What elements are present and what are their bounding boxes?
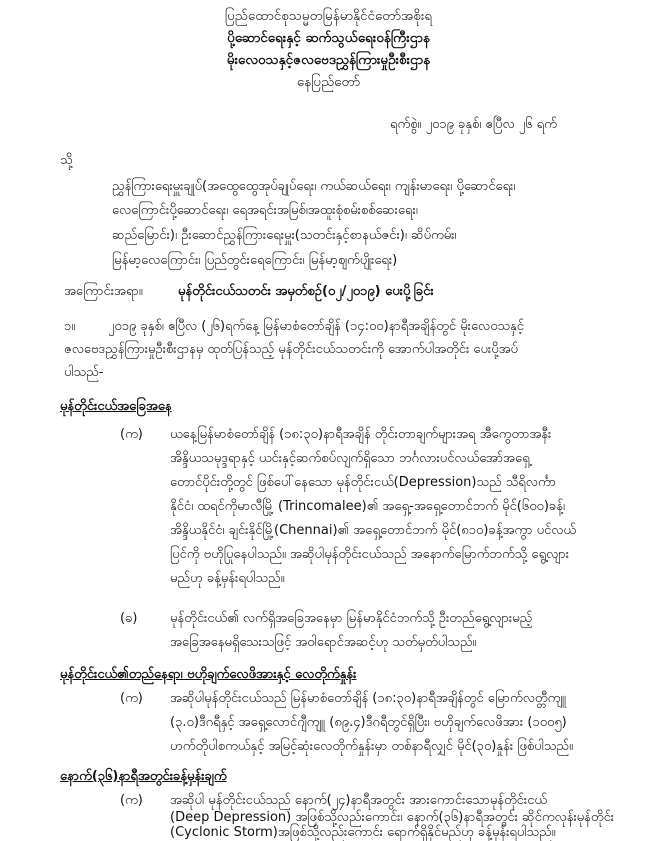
item-line: မုန်တိုင်းငယ်၏ လက်ရှိအခြေအနေမှာ မြန်မာနိုင်ငံဘက်သို့ ဦးတည်ရွေ့လျားမည့်	[170, 611, 533, 626]
item-line: တောင်ပိုင်းတို့တွင် ဖြစ်ပေါ်နေသော မုန်တိုင်းငယ်(Depression)သည် သီရိလင်္ကာ	[170, 475, 557, 490]
recipient-line: ညွှန်ကြားရေးမှူးချုပ်(အထွေထွေအုပ်ချုပ်ရေး၊ ကယ်ဆယ်ရေး၊ ကျန်းမာရေး၊ ပို့ဆောင်ရေး၊	[112, 179, 516, 194]
recipient-line: ဆည်မြောင်း)၊ ဦးဆောင်ညွှန်ကြားရေးမှူး(သတင်းနှင့်စာနယ်ဇင်း)၊ ဆိပ်ကမ်း၊	[112, 228, 457, 243]
item-number: (က)	[120, 691, 143, 706]
item-line: (Cyclonic Storm)အဖြစ်သို့လည်းကောင်း ရောက်ရှိနိုင်မည်ဟု ခန့်မှန်းရပါသည်။	[170, 825, 556, 840]
item-line: ယနေ့မြန်မာစံတော်ချိန် (၁၈:၃၀)နာရီအချိန် တိုင်းတာချက်များအရ အီကွေတာအနီး	[170, 427, 552, 442]
header-city: နေပြည်တော်	[296, 74, 361, 90]
item-line: ဟက်တိုပါစကယ်နှင့် အမြင့်ဆုံးလေတိုက်နှုန်းမှာ တစ်နာရီလျှင် မိုင်(၃၀)နှုန်း ဖြစ်ပါသည်။	[170, 739, 573, 754]
item-line: အဆိုပါ မုန်တိုင်းငယ်သည် နောက်(၂၄)နာရီအတွင်း အားကောင်းသောမုန်တိုင်းငယ်	[170, 793, 548, 808]
item-line: (၃.၀)ဒီဂရီနှင့် အရှေ့လောင်ဂျီကျူ (၈၉.၄)ဒီဂရီတွင်ရှိပြီး၊ ဗဟိုချက်လေဖိအား (၁၀၀၅)	[170, 715, 567, 730]
letter-date: ရက်စွဲ။ ၂၀၁၉ ခုနှစ်၊ ဧပြီလ ၂၆ ရက်	[390, 117, 557, 132]
to-label: သို့	[60, 153, 73, 168]
item-number: (က)	[120, 427, 143, 442]
item-line: အိန္ဒိယနိုင်ငံ၊ ချင်းနိုင်မြို့(Chennai)၏ အရှေ့တောင်ဘက် မိုင်(၈၁၀)ခန့်အကွာ ပင်လယ်	[170, 523, 577, 538]
paragraph-number: ၁။	[64, 319, 76, 334]
header-department: မိုးလေဝသနှင့်ဇလဗေဒညွှန်ကြားမှုဦးစီးဌာန	[226, 52, 431, 68]
item-line: ပြင်ကို ဗဟိုပြုနေပါသည်။ အဆိုပါမုန်တိုင်းငယ်သည် အနောက်မြောက်ဘက်သို့ ရွေ့လျား	[170, 547, 570, 562]
intro-line: ပါသည်-	[64, 365, 104, 380]
header-ministry: ပို့ဆောင်ရေးနှင့် ဆက်သွယ်ရေးဝန်ကြီးဌာန	[227, 30, 430, 46]
section-heading-forecast: နောက်(၃၆)နာရီအတွင်းခန့်မှန်းချက်	[60, 769, 227, 784]
item-line: နိုင်ငံ၊ ထရင်ကိုမာလီမြို့ (Trincomalee)၏ အရှေ့-အရှေ့တောင်ဘက် မိုင်(၆၀၀)ခန့်၊	[170, 499, 565, 514]
recipient-line: မြန်မာ့လေကြောင်း၊ ပြည်တွင်းရေကြောင်း၊ မြန်မာ့ဈက်ပျိုးရေး)	[112, 253, 398, 268]
section-heading-location: မုန်တိုင်းငယ်၏တည်နေရာ၊ ဗဟိုချက်လေဖိအားနှင့် လေတိုက်နှုန်း	[60, 667, 357, 682]
header-government: ပြည်ထောင်စုသမ္မတမြန်မာနိုင်ငံတော်အစိုးရ	[224, 8, 433, 24]
subject-text: မုန်တိုင်းငယ်သတင်း အမှတ်စဉ်(၀၂/၂၀၁၉) ပေးပို့ခြင်း	[178, 284, 434, 299]
item-line: (Deep Depression) အဖြစ်သို့လည်းကောင်း၊ နောက်(၃၆)နာရီအတွင်း ဆိုင်ကလုန်းမုန်တိုင်း	[170, 810, 615, 825]
item-line: မည်ဟု ခန့်မှန်းရပါသည်။	[170, 571, 285, 586]
recipient-line: လေကြောင်းပို့ဆောင်ရေး၊ ရေအရင်းအမြစ်၊အထူးစုံစမ်းစစ်ဆေးရေး၊	[112, 203, 418, 218]
item-line: အိန္ဒိယသမုဒ္ဒရာနှင့် ယင်းနှင့်ဆက်စပ်လျက်ရှိသော ဘင်္ဂလားပင်လယ်အော်အရှေ့	[170, 451, 530, 466]
item-number: (ခ)	[120, 611, 138, 626]
item-line: အခြေအနေမရှိသေးသဖြင့် အဝါရောင်အဆင့်ဟု သတ်မှတ်ပါသည်။	[170, 635, 477, 650]
subject-label: အကြောင်းအရာ။	[64, 284, 143, 299]
section-heading-status: မုန်တိုင်းငယ်အခြေအနေ	[60, 399, 172, 414]
item-number: (က)	[120, 793, 143, 808]
item-line: အဆိုပါမုန်တိုင်းငယ်သည် မြန်မာစံတော်ချိန် (၁၈:၃၀)နာရီအချိန်တွင် မြောက်လတ္တီကျူ	[170, 691, 567, 706]
intro-line: ၂၀၁၉ ခုနှစ်၊ ဧပြီလ (၂၆)ရက်နေ့ မြန်မာစံတော်ချိန် (၁၄:၀၀)နာရီအချိန်တွင် မိုးလေဝသနှင့်	[108, 319, 524, 334]
intro-line: ဇလဗေဒညွှန်ကြားမှုဦးစီးဌာနမှ ထုတ်ပြန်သည့် မုန်တိုင်းငယ်သတင်းကို အောက်ပါအတိုင်း ပေးပို့အပ်	[64, 342, 518, 357]
